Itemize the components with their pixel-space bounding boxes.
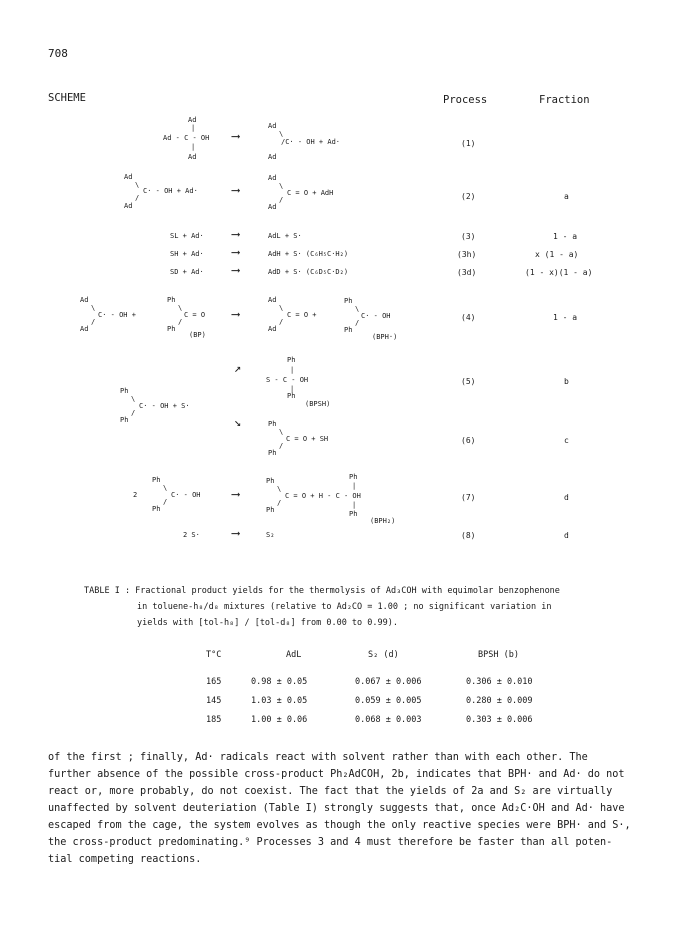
r5-lhs-ph-bottom: Ph — [120, 416, 129, 424]
cell: 0.303 ± 0.006 — [466, 715, 533, 725]
r3d-fraction: (1 - x)(1 - a) — [525, 268, 593, 277]
r4-rhs2-main: C· - OH — [361, 312, 391, 320]
r7-lhs-main: C· - OH — [171, 491, 201, 499]
r5-rhs-ph-top: Ph — [287, 356, 296, 364]
r3d-process: (3d) — [457, 268, 477, 277]
r7-rhs-ph-top: Ph — [266, 477, 275, 485]
r1-lhs-bond2: | — [191, 143, 196, 151]
page-number: 708 — [48, 47, 68, 60]
cell: 1.03 ± 0.05 — [251, 696, 308, 706]
body-line: of the first ; finally, Ad· radicals react with solvent rather than with each other. The — [48, 752, 588, 763]
scheme-title: SCHEME — [48, 92, 86, 104]
r7-rhs-bond: \ — [277, 485, 282, 493]
r8-arrow: ⟶ — [232, 526, 240, 540]
r5-lhs-bond: \ — [131, 395, 136, 403]
r4-lhs1-main: C· - OH + — [98, 311, 136, 319]
r7-fraction: d — [564, 493, 569, 502]
r5-lhs-main: C· - OH + S· — [139, 402, 190, 410]
r4-rhs1-ad-top: Ad — [268, 296, 277, 304]
r2-rhs-ad-bottom: Ad — [268, 203, 277, 211]
r4-process: (4) — [461, 313, 476, 322]
cell: 0.068 ± 0.003 — [355, 715, 422, 725]
cell: 0.059 ± 0.005 — [355, 696, 422, 706]
r5-fraction: b — [564, 377, 569, 386]
r8-process: (8) — [461, 531, 476, 540]
cell: 0.98 ± 0.05 — [251, 677, 308, 687]
r3d-rhs: AdD + S· (C₆D₅C·D₂) — [268, 268, 349, 276]
r1-rhs-main: /C· - OH + Ad· — [281, 138, 341, 146]
r4-lhs1-ad-top: Ad — [80, 296, 89, 304]
cell: 165 — [206, 677, 222, 687]
cell: 0.067 ± 0.006 — [355, 677, 422, 687]
r4-lhs2-ph-bottom: Ph — [167, 325, 176, 333]
r5-rhs-bond: | — [290, 366, 295, 374]
r2-lhs-ad-top: Ad — [124, 173, 133, 181]
r7-rhs-vbond-upper: | — [352, 482, 357, 490]
r5-arrow-up: ↗ — [234, 361, 242, 375]
r6-rhs-bond2: / — [279, 442, 284, 450]
r4-rhs1-main: C = O + — [287, 311, 317, 319]
r3h-arrow: ⟶ — [232, 245, 240, 259]
r8-fraction: d — [564, 531, 569, 540]
r1-lhs-bond: | — [191, 124, 196, 132]
r7-rhs-main: C = O + H - C - OH — [285, 492, 361, 500]
r1-arrow: ⟶ — [232, 129, 240, 143]
r4-lhs2-main: C = O — [184, 311, 206, 319]
fraction-column-header: Fraction — [539, 94, 590, 106]
r2-fraction: a — [564, 192, 569, 201]
r7-lhs-ph-bottom: Ph — [152, 505, 161, 513]
r7-rhs-label: (BPH₂) — [370, 517, 396, 525]
r3h-rhs: AdH + S· (C₆H₅C·H₂) — [268, 250, 349, 258]
r3h-fraction: x (1 - a) — [535, 250, 579, 259]
r6-arrow-down: ↘ — [234, 415, 242, 429]
r3d-arrow: ⟶ — [232, 263, 240, 277]
r2-arrow: ⟶ — [232, 183, 240, 197]
r7-lhs-coefficient: 2 — [133, 491, 138, 499]
r3-lhs: SL + Ad· — [170, 232, 204, 240]
body-line: unaffected by solvent deuteriation (Table I) strongly suggests that, once Ad₂C·OH and Ad· have — [48, 803, 625, 814]
r4-rhs2-ph-bottom: Ph — [344, 326, 353, 334]
cell: 1.00 ± 0.06 — [251, 715, 308, 725]
r1-rhs-bond: \ — [279, 130, 284, 138]
r7-process: (7) — [461, 493, 476, 502]
r5-rhs-label: (BPSH) — [305, 400, 331, 408]
r7-arrow: ⟶ — [232, 487, 240, 501]
r6-rhs-ph-top: Ph — [268, 420, 277, 428]
r3h-process: (3h) — [457, 250, 477, 259]
r5-rhs-ph-bottom: Ph — [287, 392, 296, 400]
r6-process: (6) — [461, 436, 476, 445]
r6-rhs-bond: \ — [279, 428, 284, 436]
r1-rhs-ad-top: Ad — [268, 122, 277, 130]
r1-lhs-ad-top: Ad — [188, 116, 197, 124]
r4-lhs2-bond2: / — [178, 318, 183, 326]
r5-lhs-bond2: / — [131, 409, 136, 417]
r2-lhs-bond2: / — [135, 194, 140, 202]
r4-lhs1-bond2: / — [91, 318, 96, 326]
r4-rhs1-bond: \ — [279, 304, 284, 312]
r3-arrow: ⟶ — [232, 227, 240, 241]
r2-process: (2) — [461, 192, 476, 201]
r4-lhs2-ph-top: Ph — [167, 296, 176, 304]
r2-lhs-ad-bottom: Ad — [124, 202, 133, 210]
r5-process: (5) — [461, 377, 476, 386]
r3-fraction: 1 - a — [553, 232, 578, 241]
r2-rhs-bond: \ — [279, 182, 284, 190]
r3-rhs: AdL + S· — [268, 232, 302, 240]
r3-process: (3) — [461, 232, 476, 241]
r4-rhs1-bond2: / — [279, 318, 284, 326]
r6-rhs-main: C = O + SH — [286, 435, 329, 443]
r6-fraction: c — [564, 436, 569, 445]
header-bpsh: BPSH (b) — [478, 650, 519, 660]
r1-lhs-ad-bottom: Ad — [188, 153, 197, 161]
r5-rhs-bond2: | — [290, 385, 295, 393]
r1-lhs-main: Ad - C - OH — [163, 134, 210, 142]
r4-rhs1-ad-bottom: Ad — [268, 325, 277, 333]
table-caption-line-2: in toluene-h₈/d₈ mixtures (relative to Ad₂CO = 1.00 ; no significant variation in — [137, 602, 552, 612]
cell: 0.280 ± 0.009 — [466, 696, 533, 706]
r2-lhs-bond: \ — [135, 181, 140, 189]
r5-rhs-main: S - C - OH — [266, 376, 309, 384]
body-line: tial competing reactions. — [48, 854, 202, 865]
r2-rhs-main: C = O + AdH — [287, 189, 334, 197]
r2-rhs-bond2: / — [279, 196, 284, 204]
r4-rhs2-bond2: / — [355, 319, 360, 327]
r7-lhs-ph-top: Ph — [152, 476, 161, 484]
r4-lhs1-bond: \ — [91, 304, 96, 312]
r8-lhs: 2 S· — [183, 531, 200, 539]
r7-rhs-ph-lower: Ph — [349, 510, 358, 518]
r7-rhs-vbond-lower: | — [352, 501, 357, 509]
cell: 0.306 ± 0.010 — [466, 677, 533, 687]
cell: 185 — [206, 715, 222, 725]
r6-rhs-ph-bottom: Ph — [268, 449, 277, 457]
body-line: the cross-product predominating.⁹ Processes 3 and 4 must therefore be faster than all poten- — [48, 837, 613, 848]
r3h-lhs: SH + Ad· — [170, 250, 204, 258]
table-caption-line-3: yields with [tol-h₈] / [tol-d₈] from 0.00 to 0.99). — [137, 618, 398, 628]
r5-lhs-ph-top: Ph — [120, 387, 129, 395]
r4-rhs2-ph-top: Ph — [344, 297, 353, 305]
header-s2: S₂ (d) — [368, 650, 399, 660]
cell: 145 — [206, 696, 222, 706]
r3d-lhs: SD + Ad· — [170, 268, 204, 276]
table-caption-line-1: TABLE I : Fractional product yields for the thermolysis of Ad₃COH with equimolar benzophenone — [84, 586, 560, 596]
r7-rhs-ph-upper: Ph — [349, 473, 358, 481]
r8-rhs: S₂ — [266, 531, 275, 539]
r7-rhs-ph-bottom: Ph — [266, 506, 275, 514]
body-line: escaped from the cage, the system evolves as though the only reactive species were BPH· and S·, — [48, 820, 631, 831]
r1-process: (1) — [461, 139, 476, 148]
r4-rhs2-label: (BPH·) — [372, 333, 398, 341]
r7-rhs-bond2: / — [277, 499, 282, 507]
header-adl: AdL — [286, 650, 302, 660]
r4-lhs1-ad-bottom: Ad — [80, 325, 89, 333]
r1-rhs-ad-bottom: Ad — [268, 153, 277, 161]
r2-rhs-ad-top: Ad — [268, 174, 277, 182]
process-column-header: Process — [443, 94, 488, 106]
r4-rhs2-bond: \ — [355, 305, 360, 313]
body-line: further absence of the possible cross-product Ph₂AdCOH, 2b, indicates that BPH· and Ad· do not — [48, 769, 625, 780]
body-line: react or, more probably, do not coexist. The fact that the yields of 2a and S₂ are virtually — [48, 786, 613, 797]
r7-lhs-bond2: / — [163, 498, 168, 506]
r2-lhs-main: C· - OH + Ad· — [143, 187, 198, 195]
r4-lhs2-label: (BP) — [189, 331, 206, 339]
r4-fraction: 1 - a — [553, 313, 578, 322]
r4-arrow: ⟶ — [232, 307, 240, 321]
r4-lhs2-bond: \ — [178, 304, 183, 312]
r7-lhs-bond: \ — [163, 484, 168, 492]
header-temperature: T°C — [206, 650, 222, 660]
